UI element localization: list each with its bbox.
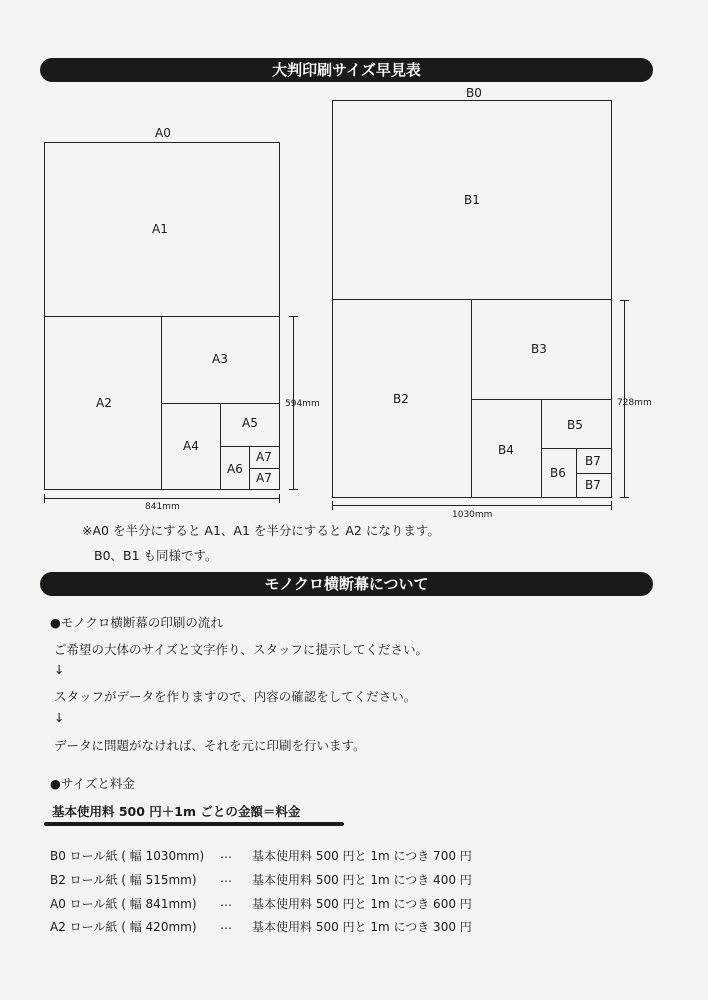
price-row-paper: B0 ロール紙 ( 幅 1030mm) (50, 849, 205, 863)
label-a4: A4 (183, 439, 199, 453)
note-line-1: ※A0 を半分にすると A1、A1 を半分にすると A2 になります。 (82, 523, 440, 538)
flow-heading: ●モノクロ横断幕の印刷の流れ (50, 615, 223, 630)
label-b6: B6 (550, 466, 566, 480)
price-heading: ●サイズと料金 (50, 776, 135, 791)
label-a0: A0 (155, 126, 171, 140)
note-line-2: B0、B1 も同様です。 (94, 548, 218, 563)
label-b7-bottom: B7 (585, 478, 601, 492)
label-a6: A6 (227, 462, 243, 476)
b-width-dim-line (332, 505, 612, 506)
section-title-size-chart: 大判印刷サイズ早見表 (40, 58, 653, 82)
price-row-dots: … (220, 871, 232, 885)
price-row-paper: B2 ロール紙 ( 幅 515mm) (50, 873, 197, 887)
b-width-dim-label: 1030mm (452, 510, 493, 520)
price-formula: 基本使用料 500 円＋1m ごとの金額＝料金 (52, 804, 301, 819)
flow-arrow-2: ↓ (54, 710, 65, 725)
price-row-paper: A0 ロール紙 ( 幅 841mm) (50, 897, 197, 911)
label-b0: B0 (466, 86, 482, 100)
price-row-price: 基本使用料 500 円と 1m につき 700 円 (252, 849, 472, 863)
label-a1: A1 (152, 222, 168, 236)
formula-underline (44, 822, 344, 826)
b-height-dim-label: 728mm (617, 398, 652, 408)
price-row-price: 基本使用料 500 円と 1m につき 600 円 (252, 897, 472, 911)
a-width-dim-label: 841mm (145, 502, 180, 512)
section-title-banner-info: モノクロ横断幕について (40, 572, 653, 596)
flow-step-1: ご希望の大体のサイズと文字作り、スタッフに提示してください。 (54, 642, 429, 657)
label-b7-top: B7 (585, 454, 601, 468)
flow-arrow-1: ↓ (54, 662, 65, 677)
label-a7-bottom: A7 (256, 471, 272, 485)
a-height-dim-label: 594mm (285, 399, 320, 409)
price-row-dots: … (220, 895, 232, 909)
flow-step-3: データに問題がなければ、それを元に印刷を行います。 (54, 738, 366, 753)
price-row-dots: … (220, 918, 232, 932)
label-a2: A2 (96, 396, 112, 410)
label-b3: B3 (531, 342, 547, 356)
label-b2: B2 (393, 392, 409, 406)
price-row-price: 基本使用料 500 円と 1m につき 400 円 (252, 873, 472, 887)
price-row-price: 基本使用料 500 円と 1m につき 300 円 (252, 920, 472, 934)
label-b5: B5 (567, 418, 583, 432)
label-b4: B4 (498, 443, 514, 457)
flow-step-2: スタッフがデータを作りますので、内容の確認をしてください。 (54, 689, 417, 704)
price-row-paper: A2 ロール紙 ( 幅 420mm) (50, 920, 197, 934)
price-row-dots: … (220, 847, 232, 861)
label-a3: A3 (212, 352, 228, 366)
label-b1: B1 (464, 193, 480, 207)
label-a7-top: A7 (256, 450, 272, 464)
label-a5: A5 (242, 416, 258, 430)
a-width-dim-line (44, 498, 280, 499)
